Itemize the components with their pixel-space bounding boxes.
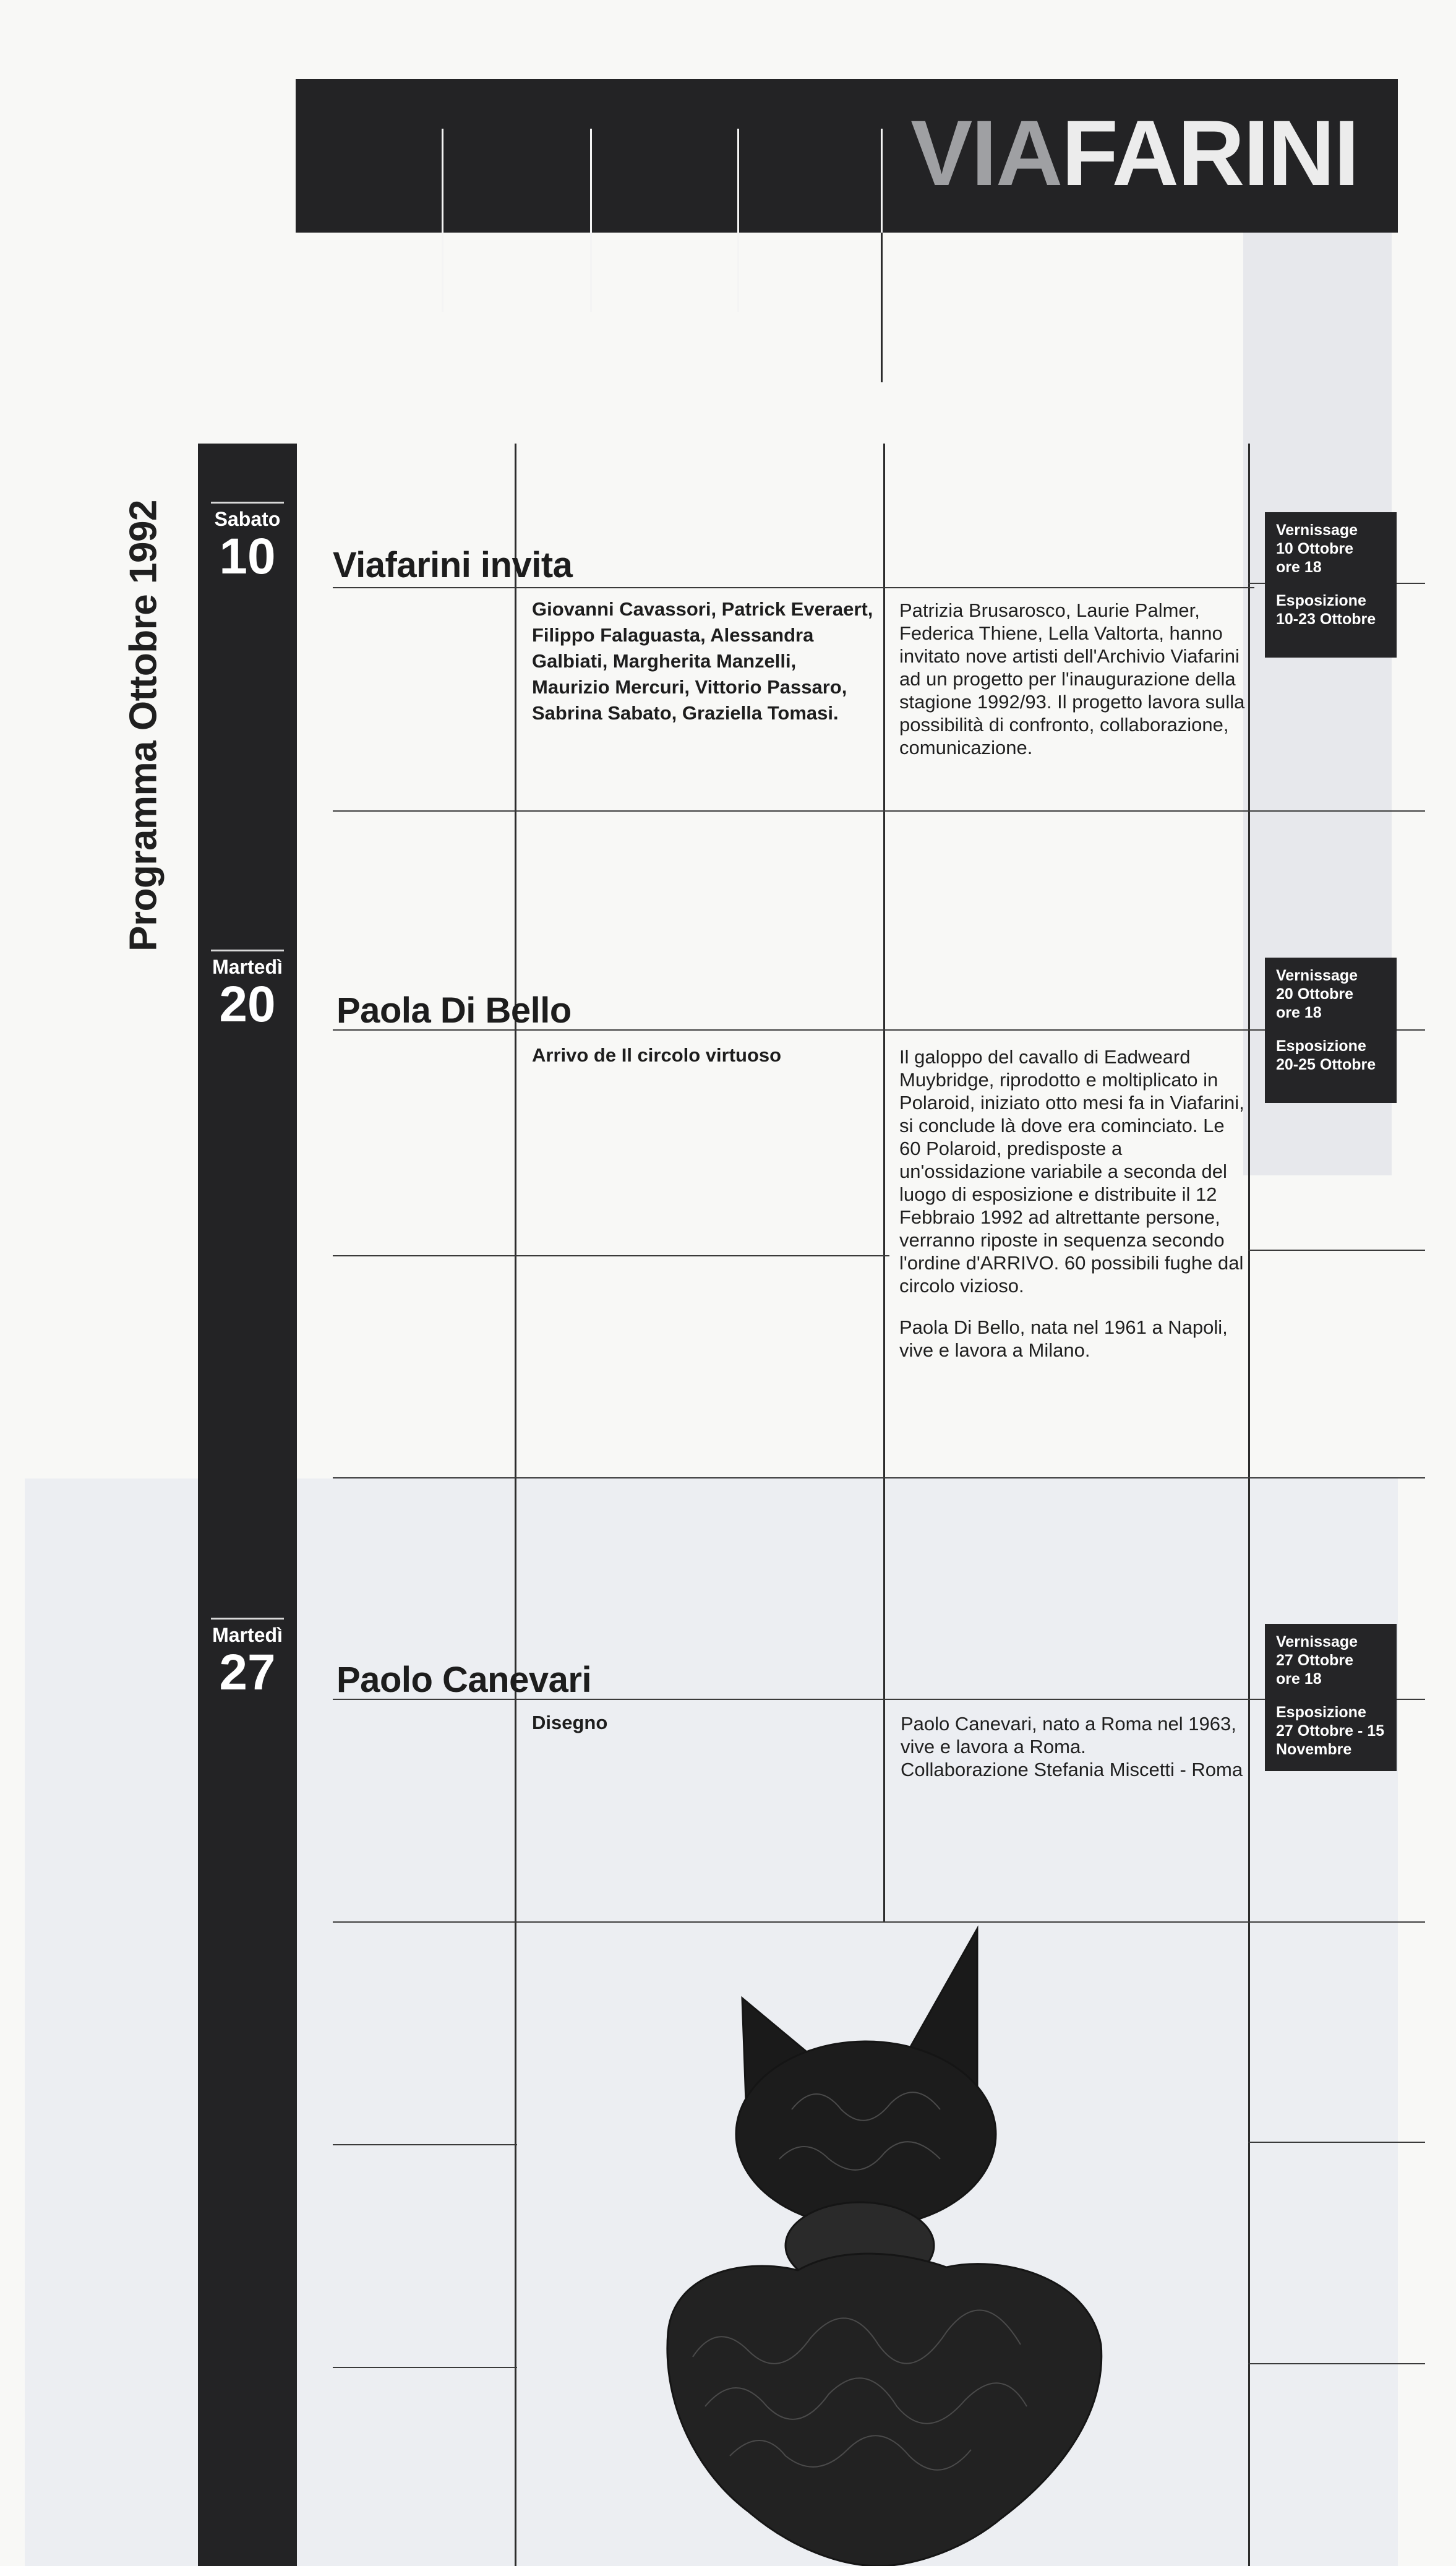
creature-drawing xyxy=(656,1924,1113,2566)
grid-hline xyxy=(333,2367,517,2368)
event-3-title: Paolo Canevari xyxy=(336,1660,592,1700)
vernissage-time: ore 18 xyxy=(1276,1670,1322,1688)
event-2-description xyxy=(899,1045,1246,1362)
day-name: Martedì xyxy=(212,956,283,978)
vernissage-time: ore 18 xyxy=(1276,1004,1322,1021)
header-banner xyxy=(296,79,1398,233)
vernissage-date: 27 Ottobre xyxy=(1276,1652,1354,1669)
event-1-description xyxy=(899,599,1246,759)
program-title: Programma Ottobre 1992 xyxy=(122,500,165,951)
vernissage-date: 20 Ottobre xyxy=(1276,985,1354,1003)
date-rule xyxy=(211,950,284,951)
event-2-paragraph: Paola Di Bello, nata nel 1961 a Napoli, vive e lavora a Milano. xyxy=(899,1316,1228,1361)
date-block-20 xyxy=(198,950,297,1033)
event-1-title: Viafarini invita xyxy=(333,545,573,585)
vernissage-label: Vernissage xyxy=(1276,521,1358,539)
event-1-info-box xyxy=(1265,512,1397,658)
day-number: 27 xyxy=(219,1644,276,1701)
event-2-info-box xyxy=(1265,958,1397,1103)
event-1-title-rule xyxy=(333,587,1254,588)
event-2-title: Paola Di Bello xyxy=(336,990,572,1031)
grid-hline xyxy=(333,1921,1425,1923)
esposizione-label: Esposizione xyxy=(1276,1037,1366,1055)
date-rule xyxy=(211,502,284,504)
vernissage-time: ore 18 xyxy=(1276,559,1322,576)
date-block-10 xyxy=(198,502,297,585)
logo-farini: FARINI xyxy=(1061,101,1358,205)
header-divider xyxy=(737,129,739,312)
grid-vline-3 xyxy=(1248,444,1250,2566)
grid-hline xyxy=(333,2144,517,2145)
grid-hline xyxy=(333,810,1425,812)
grid-vline-2 xyxy=(883,444,885,1922)
vernissage-date: 10 Ottobre xyxy=(1276,540,1354,557)
event-1-paragraph: Patrizia Brusarosco, Laurie Palmer, Federica Thiene, Lella Valtorta, hanno invitato nove artisti dell'Archivio Viafarini ad un progetto per l'inaugurazione della stagione 1992/93. Il progetto lavora sulla possibilità di confronto, collaborazione, comunicazione. xyxy=(899,599,1245,758)
day-name: Martedì xyxy=(212,1624,283,1646)
date-rule xyxy=(211,1618,284,1620)
vernissage-label: Vernissage xyxy=(1276,1633,1358,1650)
event-2-subtitle: Arrivo de Il circolo virtuoso xyxy=(532,1044,782,1066)
esposizione-dates: 20-25 Ottobre xyxy=(1276,1056,1376,1073)
grid-hline xyxy=(333,1255,889,1256)
grid-vline-1 xyxy=(515,444,516,2566)
vernissage-label: Vernissage xyxy=(1276,967,1358,984)
header-divider xyxy=(590,129,592,312)
grid-hline xyxy=(1248,2142,1425,2143)
header-column-line xyxy=(881,233,883,382)
grid-hline xyxy=(1248,1250,1425,1251)
logo-via: VIA xyxy=(910,101,1062,205)
day-name: Sabato xyxy=(214,508,281,530)
grid-hline xyxy=(333,1477,1425,1478)
event-2-paragraph: Il galoppo del cavallo di Eadweard Muybridge, riprodotto e moltiplicato in Polaroid, iniziato otto mesi fa in Viafarini, si conclude là dove era cominciato. Le 60 Polaroid, predisposte a un'ossidazione variabile a seconda del luogo di esposizione e distribuite il 12 Febbraio 1992 ad altrettante persone, verranno riposte in sequenza secondo l'ordine d'ARRIVO. 60 possibili fughe dal circolo vizioso. xyxy=(899,1046,1244,1297)
event-3-paragraph: Paolo Canevari, nato a Roma nel 1963, vive e lavora a Roma. xyxy=(901,1713,1236,1757)
event-3-info-box xyxy=(1265,1624,1397,1771)
day-number: 10 xyxy=(219,528,276,585)
esposizione-dates: 10-23 Ottobre xyxy=(1276,611,1376,628)
esposizione-label: Esposizione xyxy=(1276,592,1366,609)
grid-hline xyxy=(1248,2363,1425,2364)
event-3-subtitle: Disegno xyxy=(532,1712,608,1733)
event-3-description xyxy=(901,1712,1247,1781)
header-divider xyxy=(442,129,443,312)
event-3-paragraph: Collaborazione Stefania Miscetti - Roma xyxy=(901,1759,1243,1780)
event-1-artists: Giovanni Cavassori, Patrick Everaert, Filippo Falaguasta, Alessandra Galbiati, Margherita Manzelli, Maurizio Mercuri, Vittorio Passaro, Sabrina Sabato, Graziella Tomasi. xyxy=(532,598,873,724)
masthead-logo xyxy=(910,101,1358,205)
date-block-27 xyxy=(198,1618,297,1701)
day-number: 20 xyxy=(219,976,276,1033)
esposizione-label: Esposizione xyxy=(1276,1704,1366,1721)
date-spine xyxy=(198,444,297,2566)
esposizione-dates: 27 Ottobre - 15 Novembre xyxy=(1276,1722,1385,1758)
